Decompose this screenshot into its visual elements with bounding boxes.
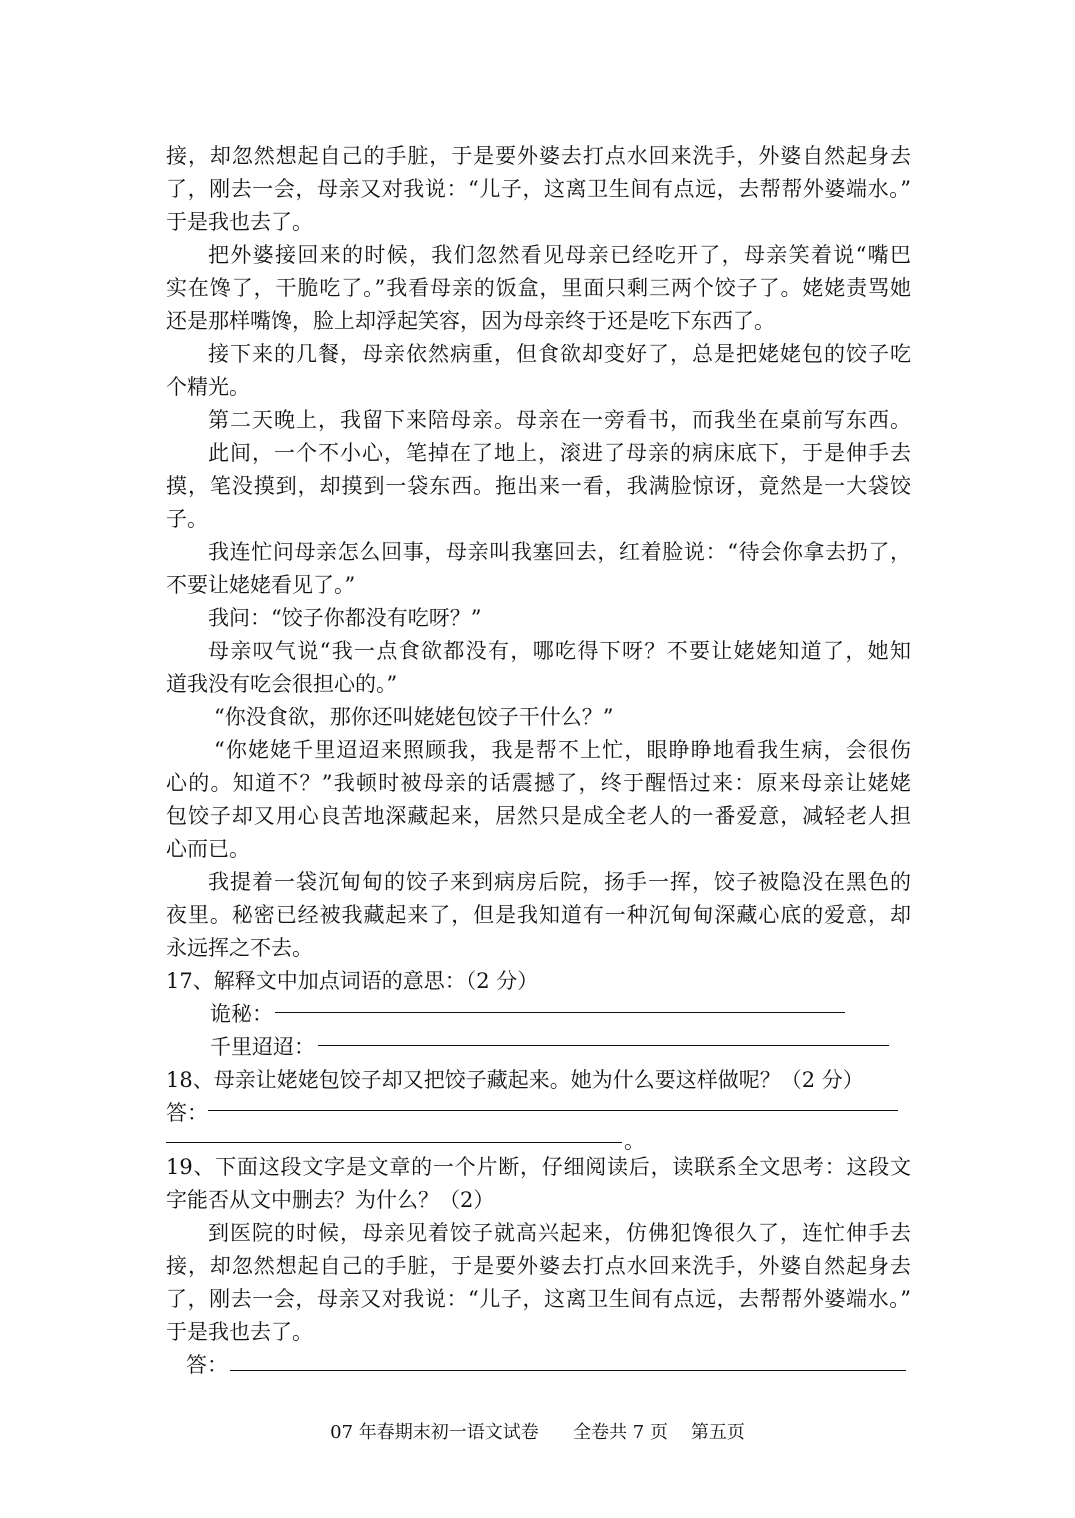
passage-line: 我提着一袋沉甸甸的饺子来到病房后院，扬手一挥，饺子被隐没在黑色的 [208, 870, 911, 894]
passage-line: 不要让姥姥看见了。” [166, 573, 356, 597]
passage-line: “你没食欲，那你还叫姥姥包饺子干什么？” [214, 705, 614, 729]
q17-answer-line-1[interactable] [275, 1012, 845, 1013]
q19-answer-line[interactable] [230, 1370, 906, 1371]
q19-excerpt-line: 到医院的时候，母亲见着饺子就高兴起来，仿佛犯馋很久了，连忙伸手去 [208, 1221, 911, 1245]
passage-line: 包饺子却又用心良苦地深藏起来，居然只是成全老人的一番爱意，减轻老人担 [166, 804, 911, 828]
passage-line: 永远挥之不去。 [166, 936, 313, 960]
q19-excerpt-line: 于是我也去了。 [166, 1320, 313, 1344]
passage-line: 夜里。秘密已经被我藏起来了，但是我知道有一种沉甸甸深藏心底的爱意，却 [166, 903, 911, 927]
q19-excerpt-line: 了，刚去一会，母亲又对我说：“儿子，这离卫生间有点远，去帮帮外婆端水。” [166, 1287, 911, 1311]
passage-line: “你姥姥千里迢迢来照顾我，我是帮不上忙，眼睁睁地看我生病，会很伤 [214, 738, 911, 762]
question-19: 字能否从文中删去？为什么？（2） [166, 1188, 495, 1212]
q17-item-label: 千里迢迢： [210, 1035, 315, 1059]
passage-line: 母亲叹气说“我一点食欲都没有，哪吃得下呀？不要让姥姥知道了，她知 [208, 639, 911, 663]
q18-answer-line-2[interactable] [166, 1142, 622, 1143]
passage-line: 第二天晚上，我留下来陪母亲。母亲在一旁看书，而我坐在桌前写东西。 [208, 408, 911, 432]
q18-answer-line-1[interactable] [208, 1110, 898, 1111]
passage-line: 接下来的几餐，母亲依然病重，但食欲却变好了，总是把姥姥包的饺子吃 [208, 342, 911, 366]
passage-line: 我问：“饺子你都没有吃呀？” [208, 606, 482, 630]
passage-line: 了，刚去一会，母亲又对我说：“儿子，这离卫生间有点远，去帮帮外婆端水。” [166, 177, 911, 201]
q17-answer-line-2[interactable] [318, 1045, 889, 1046]
passage-line: 实在馋了，干脆吃了。”我看母亲的饭盒，里面只剩三两个饺子了。姥姥责骂她 [166, 276, 911, 300]
q19-excerpt-line: 接，却忽然想起自己的手脏，于是要外婆去打点水回来洗手，外婆自然起身去 [166, 1254, 911, 1278]
question-19: 19、下面这段文字是文章的一个片断，仔细阅读后，读联系全文思考：这段文 [166, 1155, 911, 1179]
passage-line: 接，却忽然想起自己的手脏，于是要外婆去打点水回来洗手，外婆自然起身去 [166, 144, 911, 168]
question-18: 18、母亲让姥姥包饺子却又把饺子藏起来。她为什么要这样做呢？（2 分） [166, 1068, 864, 1092]
passage-line: 还是那样嘴馋，脸上却浮起笑容，因为母亲终于还是吃下东西了。 [166, 309, 775, 333]
passage-line: 于是我也去了。 [166, 210, 313, 234]
passage-line: 道我没有吃会很担心的。” [166, 672, 398, 696]
passage-line: 子。 [166, 507, 208, 531]
q17-item-label: 诡秘： [210, 1002, 273, 1026]
passage-line: 此间，一个不小心，笔掉在了地上，滚进了母亲的病床底下，于是伸手去 [208, 441, 911, 465]
passage-line: 个精光。 [166, 375, 250, 399]
page-footer: 07 年春期末初一语文试卷 全卷共 7 页 第五页 [330, 1422, 745, 1443]
passage-line: 心而已。 [166, 837, 250, 861]
q19-answer-label: 答： [186, 1353, 228, 1377]
q18-end-mark: 。 [624, 1129, 645, 1153]
q18-answer-label: 答： [166, 1101, 208, 1125]
passage-line: 心的。知道不？”我顿时被母亲的话震撼了，终于醒悟过来：原来母亲让姥姥 [166, 771, 911, 795]
question-17: 17、解释文中加点词语的意思：（2 分） [166, 969, 539, 993]
passage-line: 把外婆接回来的时候，我们忽然看见母亲已经吃开了，母亲笑着说“嘴巴 [208, 243, 911, 267]
passage-line: 摸，笔没摸到，却摸到一袋东西。拖出来一看，我满脸惊讶，竟然是一大袋饺 [166, 474, 911, 498]
passage-line: 我连忙问母亲怎么回事，母亲叫我塞回去，红着脸说：“待会你拿去扔了， [208, 540, 911, 564]
